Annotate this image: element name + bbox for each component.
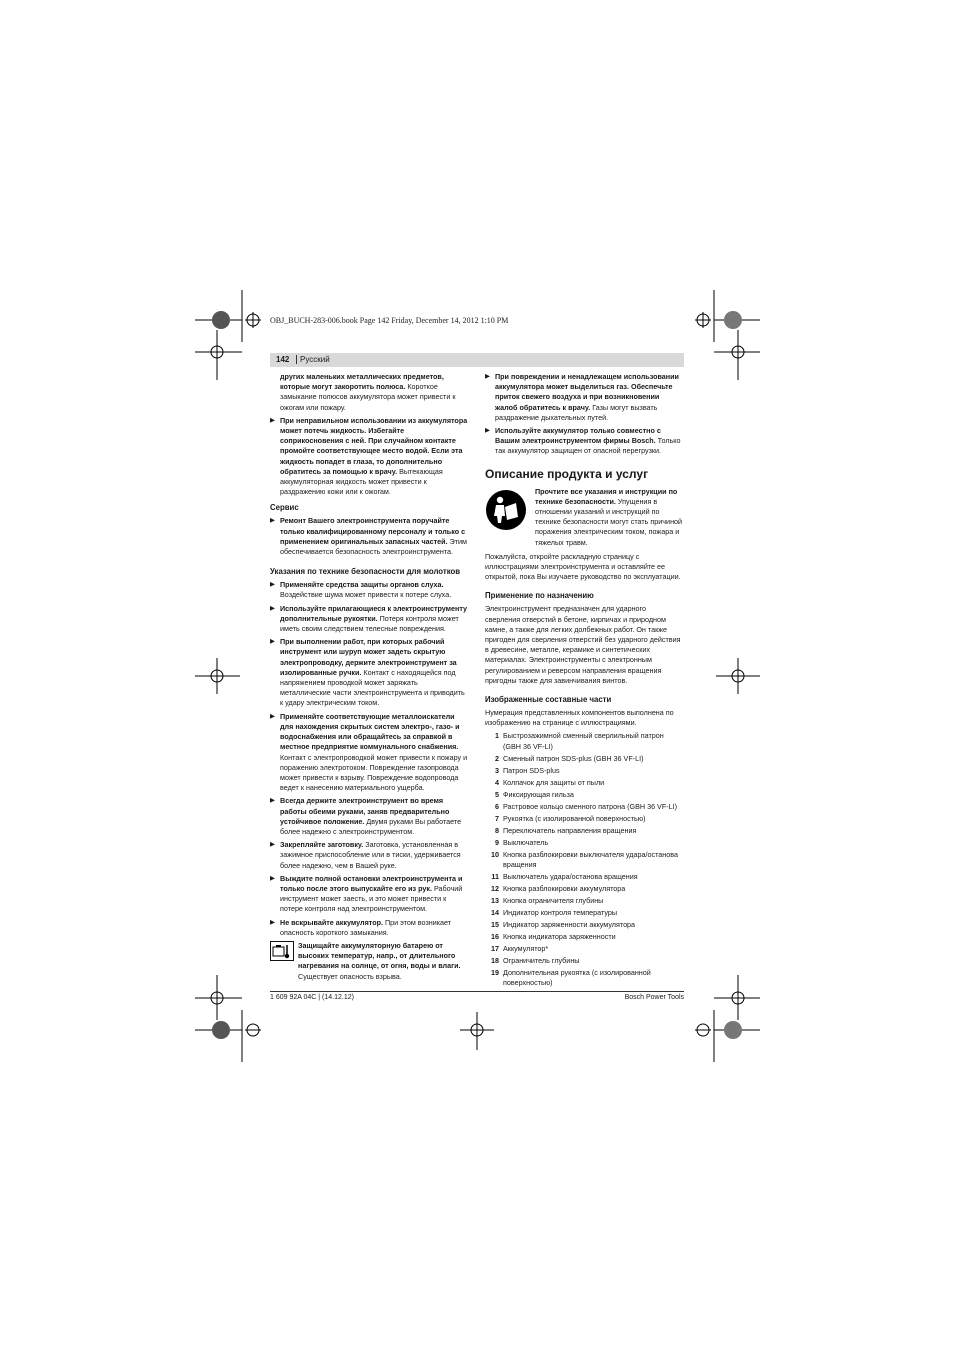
bullet-item: ▶ При неправильном использовании из аккумулятора может потечь жидкость. Избегайте соприкосновения с ней. При случайном контакте промойте соответствующее место водой. Если эта жидкость попадет в глаза, то дополнительно обратитесь за помощью к врачу. Вытекающая аккумуляторная жидкость может привести к раздражению кожи или к ожогам. <box>270 415 468 497</box>
list-item: 14 Индикатор контроля температуры <box>491 907 618 917</box>
arrow-icon: ▶ <box>270 604 275 612</box>
footer-divider <box>270 991 684 992</box>
arrow-icon: ▶ <box>270 581 275 589</box>
read-instructions-notice: Прочтите все указания и инструкции по технике безопасности. Упущения в отношении указаний и инструкций по технике безопасности могут стать причиной поражения электрическим током, пожара и тяжелых травм. <box>485 487 683 548</box>
arrow-icon: ▶ <box>270 517 275 525</box>
bullet-item: ▶ Закрепляйте заготовку. Заготовка, установленная в зажимное приспособление или в тиски, удерживается более надежно, чем в Вашей руке. <box>270 840 461 870</box>
list-item: 4 Колпачок для защиты от пыли <box>495 777 605 787</box>
list-item: 18 Ограничитель глубины <box>491 955 580 965</box>
section-heading: Указания по технике безопасности для молотков <box>270 567 461 577</box>
list-item: 2 Сменный патрон SDS-plus (GBH 36 VF-LI) <box>495 753 644 763</box>
bullet-item: ▶ Выждите полной остановки электроинструмента и только после этого выпускайте его из рук. Рабочий инструмент может заесть, и это может привести к потере контроля над электроинструментом. <box>270 873 463 914</box>
arrow-icon: ▶ <box>485 427 490 435</box>
bullet-item: ▶ Используйте прилагающиеся к электроинструменту дополнительные рукоятки. Потеря контроля может иметь своим следствием телесные повреждения. <box>270 603 468 634</box>
bullet-item: ▶ Всегда держите электроинструмент во время работы обеими руками, заняв предварительно устойчивое положение. Двумя руками Вы работаете более надежно с электроинструментом. <box>270 796 462 836</box>
language-label: Русский <box>296 355 330 364</box>
right-column <box>485 372 683 990</box>
bullet-item: ▶ Используйте аккумулятор только совместно с Вашим электроинструментом фирмы Bosch. Только так аккумулятор защищен от опасной перегрузки. <box>485 426 681 456</box>
list-item: 5 Фиксирующая гильза <box>495 789 574 799</box>
bullet-item: ▶ Применяйте соответствующие металлоискатели для нахождения скрытых систем электро-, газо- и водоснабжения или обращайтесь за справкой в местное предприятие коммунального снабжения. Контакт с электропроводкой может привести к пожару и поражению электротоком. Повреждение газопровода может привести к взрыву. Повреждение водопровода ведет к нанесению материального ущерба. <box>270 711 468 793</box>
arrow-icon: ▶ <box>270 918 275 926</box>
arrow-icon: ▶ <box>270 416 275 424</box>
bullet-item: ▶ При повреждении и ненадлежащем использовании аккумулятора может выделиться газ. Обеспечьте приток свежего воздуха и при возникновении жалоб обратитесь к врачу. Газы могут вызвать раздражение дыхательных путей. <box>485 372 679 422</box>
battery-temperature-icon <box>270 941 294 961</box>
footer-brand: Bosch Power Tools <box>624 994 684 1001</box>
bullet-item: ▶ Применяйте средства защиты органов слуха. Воздействие шума может привести к потере слуха. <box>270 580 452 600</box>
list-item: 12 Кнопка разблокировки аккумулятора <box>491 883 626 893</box>
list-item: 16 Кнопка индикатора заряженности <box>491 931 616 941</box>
list-item: 11 Выключатель удара/останова вращения <box>491 871 638 881</box>
arrow-icon: ▶ <box>270 874 275 882</box>
list-item: 9 Выключатель <box>495 837 549 847</box>
page-header <box>270 353 684 367</box>
list-item: 8 Переключатель направления вращения <box>495 825 637 835</box>
read-manual-icon <box>485 489 527 531</box>
section-heading: Изображенные составные части <box>485 695 612 705</box>
list-item: 13 Кнопка ограничителя глубины <box>491 895 604 905</box>
paragraph: Нумерация представленных компонентов выполнена по изображению на странице с иллюстрациями. <box>485 708 674 728</box>
paragraph: других маленьких металлических предметов, которые могут закоротить полюса. Короткое замыкание полюсов аккумулятора может привести к ожогам или пожару. <box>280 372 456 412</box>
paragraph: Пожалуйста, откройте раскладную страницу с иллюстрациями электроинструмента и оставляйте ее открытой, пока Вы изучаете руководство по эксплуатации. <box>485 551 681 582</box>
arrow-icon: ▶ <box>270 797 275 805</box>
list-item: 7 Рукоятка (с изолированной поверхностью) <box>495 813 646 823</box>
list-item: 17 Аккумулятор* <box>491 943 549 953</box>
list-item: 6 Растровое кольцо сменного патрона (GBH 36 VF-LI) <box>495 801 678 811</box>
arrow-icon: ▶ <box>270 638 275 646</box>
bullet-item: ▶ Не вскрывайте аккумулятор. При этом возникает опасность короткого замыкания. <box>270 917 452 937</box>
bullet-item: ▶ При выполнении работ, при которых рабочий инструмент или шуруп может задеть скрытую электропроводку, держите электроинструмент за изолированные ручки. Контакт с находящейся под напряжением проводкой может заряжать металлические части электроинструмента и приводить к удару электрическим током. <box>270 637 465 708</box>
arrow-icon: ▶ <box>270 712 275 720</box>
section-title: Описание продукта и услуг <box>485 466 649 481</box>
paragraph: Электроинструмент предназначен для ударного сверления отверстий в бетоне, кирпичах и природном камне, а также для легких долбежных работ. Он также пригоден для сверления отверстий без ударного действия в древесине, металле, керамике и синтетических материалах. Электроинструменты с электронным регулированием и реверсом направления вращения пригодны также для завинчивания винтов. <box>485 604 681 685</box>
bullet-item: ▶ Ремонт Вашего электроинструмента поручайте только квалифицированному персоналу и только с применением оригинальных запасных частей. Этим обеспечивается безопасность электроинструмента. <box>270 516 467 557</box>
list-item: 15 Индикатор заряженности аккумулятора <box>491 919 636 929</box>
page-number: 142 <box>276 355 290 364</box>
list-item: 1 Быстрозажимной сменный сверлильный патрон (GBH 36 VF-LI) <box>495 731 664 751</box>
arrow-icon: ▶ <box>485 373 490 380</box>
list-item: 3 Патрон SDS-plus <box>495 765 560 775</box>
file-info-line: OBJ_BUCH-283-006.book Page 142 Friday, December 14, 2012 1:10 PM <box>270 316 509 325</box>
left-column <box>270 372 468 984</box>
battery-warning: Защищайте аккумуляторную батарею от высоких температур, напр., от длительного нагревания на солнце, от огня, воды и влаги. Существует опасность взрыва. <box>270 941 468 982</box>
arrow-icon: ▶ <box>270 841 275 849</box>
list-item: 10 Кнопка разблокировки выключателя удара/останова вращения <box>491 849 678 869</box>
footer-doc-number: 1 609 92A 04C | (14.12.12) <box>270 994 354 1001</box>
section-heading: Применение по назначению <box>485 591 594 601</box>
section-heading: Сервис <box>270 503 299 513</box>
list-item: 19 Дополнительная рукоятка (с изолированной поверхностью) <box>491 967 651 988</box>
parts-list <box>485 731 683 988</box>
